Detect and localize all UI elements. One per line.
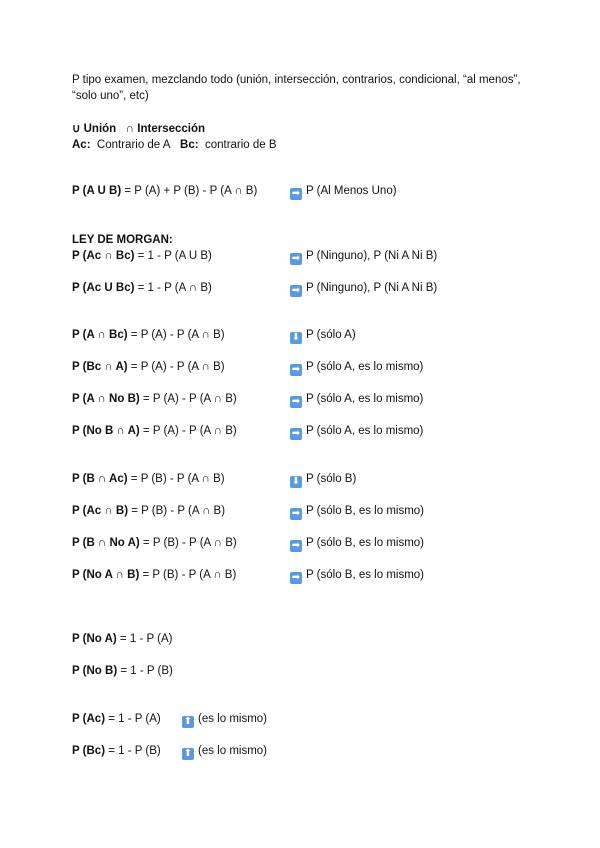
formula-note xyxy=(290,360,423,376)
formula-row xyxy=(72,392,237,406)
formula-lhs: P (No B ∩ A) xyxy=(72,425,140,437)
intersection-label: ∩ Intersección xyxy=(125,123,206,135)
note-text: P (sólo B, es lo mismo) xyxy=(306,537,425,549)
formula-row xyxy=(72,281,212,295)
formula-lhs: P (Ac ∩ B) xyxy=(72,505,129,517)
arrow-right-icon: ➡ xyxy=(291,396,301,407)
note-text: P (Al Menos Uno) xyxy=(306,185,397,197)
note-text: P (sólo A, es lo mismo) xyxy=(306,425,424,437)
arrow-up-icon: ⬆ xyxy=(183,748,193,759)
arrow-right-icon: ➡ xyxy=(291,572,301,583)
formula-lhs: P (B ∩ No A) xyxy=(72,537,140,549)
formula-row xyxy=(72,632,172,646)
ac-text: Contrario de A xyxy=(96,139,171,151)
formula-row xyxy=(72,664,173,678)
formula-lhs: P (Ac ∩ Bc) xyxy=(72,250,135,262)
note-text: P (sólo B) xyxy=(306,473,357,485)
formula-note xyxy=(290,328,356,344)
formula-lhs: P (A ∩ Bc) xyxy=(72,329,128,341)
formula-row xyxy=(72,472,225,486)
arrow-right-icon: ➡ xyxy=(291,364,301,375)
formula-row xyxy=(72,328,225,342)
formula-note xyxy=(290,472,356,488)
formula-note xyxy=(290,536,424,552)
bc-text: contrario de B xyxy=(204,139,277,151)
formula-rhs: = 1 - P (A U B) xyxy=(134,250,212,262)
arrow-right-icon: ➡ xyxy=(291,540,301,551)
formula-note xyxy=(290,424,423,440)
formula-note xyxy=(290,249,437,265)
formula-lhs: P (No A ∩ B) xyxy=(72,569,140,581)
note-text: P (sólo A) xyxy=(306,329,356,341)
legend-operators xyxy=(72,122,205,136)
arrow-right-icon: ➡ xyxy=(291,253,301,264)
formula-rhs: = P (A) - P (A ∩ B) xyxy=(139,393,237,405)
formula-lhs: P (A ∩ No B) xyxy=(72,393,140,405)
formula-row xyxy=(72,424,237,438)
arrow-right-icon: ➡ xyxy=(291,428,301,439)
formula-rhs: = 1 - P (A) xyxy=(116,633,173,645)
legend-complements xyxy=(72,138,277,152)
formula-rhs: = 1 - P (A ∩ B) xyxy=(134,282,212,294)
formula-lhs: P (Ac U Bc) xyxy=(72,282,135,294)
formula-rhs: = 1 - P (B) xyxy=(105,745,161,757)
formula-rhs: = P (A) + P (B) - P (A ∩ B) xyxy=(121,185,258,197)
formula-note xyxy=(290,281,437,297)
arrow-up-icon: ⬆ xyxy=(183,716,193,727)
formula-note xyxy=(290,568,424,584)
arrow-down-icon: ⬇ xyxy=(291,476,301,487)
formula-row xyxy=(72,249,212,263)
formula-row xyxy=(72,360,225,374)
formula-row xyxy=(72,184,257,198)
formula-lhs: P (A U B) xyxy=(72,185,122,197)
note-text: P (sólo B, es lo mismo) xyxy=(306,505,425,517)
formula-rhs: = P (B) - P (A ∩ B) xyxy=(139,569,237,581)
note-text: P (sólo B, es lo mismo) xyxy=(306,569,425,581)
formula-note xyxy=(290,392,423,408)
formula-rhs: = 1 - P (B) xyxy=(117,665,173,677)
intro-text: P tipo examen, mezclando todo (unión, intersección, contrarios, condicional, “al menos”, “solo uno”, etc) xyxy=(72,74,521,102)
formula-row xyxy=(72,712,161,726)
formula-rhs: = P (A) - P (A ∩ B) xyxy=(139,425,237,437)
heading-text: LEY DE MORGAN: xyxy=(72,234,173,246)
arrow-right-icon: ➡ xyxy=(291,188,301,199)
formula-rhs: = P (B) - P (A ∩ B) xyxy=(128,505,226,517)
formula-note xyxy=(290,184,397,200)
formula-note xyxy=(182,744,267,760)
note-text: (es lo mismo) xyxy=(198,713,268,725)
formula-lhs: P (Ac) xyxy=(72,713,106,725)
formula-note xyxy=(182,712,267,728)
section-heading xyxy=(72,233,173,247)
formula-lhs: P (Bc ∩ A) xyxy=(72,361,128,373)
union-label: ∪ Unión xyxy=(72,123,117,135)
formula-row xyxy=(72,568,236,582)
ac-key: Ac: xyxy=(72,139,91,151)
formula-lhs: P (Bc) xyxy=(72,745,106,757)
formula-rhs: = P (B) - P (A ∩ B) xyxy=(139,537,237,549)
formula-row xyxy=(72,504,225,518)
formula-rhs: = 1 - P (A) xyxy=(105,713,161,725)
formula-rhs: = P (A) - P (A ∩ B) xyxy=(127,329,225,341)
formula-rhs: = P (B) - P (A ∩ B) xyxy=(127,473,225,485)
note-text: P (sólo A, es lo mismo) xyxy=(306,361,424,373)
formula-row xyxy=(72,536,237,550)
formula-lhs: P (B ∩ Ac) xyxy=(72,473,128,485)
bc-key: Bc: xyxy=(180,139,199,151)
arrow-right-icon: ➡ xyxy=(291,285,301,296)
note-text: P (Ninguno), P (Ni A Ni B) xyxy=(306,282,438,294)
formula-rhs: = P (A) - P (A ∩ B) xyxy=(127,361,225,373)
note-text: (es lo mismo) xyxy=(198,745,268,757)
arrow-right-icon: ➡ xyxy=(291,508,301,519)
arrow-down-icon: ⬇ xyxy=(291,332,301,343)
formula-row xyxy=(72,744,161,758)
note-text: P (sólo A, es lo mismo) xyxy=(306,393,424,405)
note-text: P (Ninguno), P (Ni A Ni B) xyxy=(306,250,438,262)
formula-lhs: P (No A) xyxy=(72,633,117,645)
formula-lhs: P (No B) xyxy=(72,665,118,677)
formula-note xyxy=(290,504,424,520)
